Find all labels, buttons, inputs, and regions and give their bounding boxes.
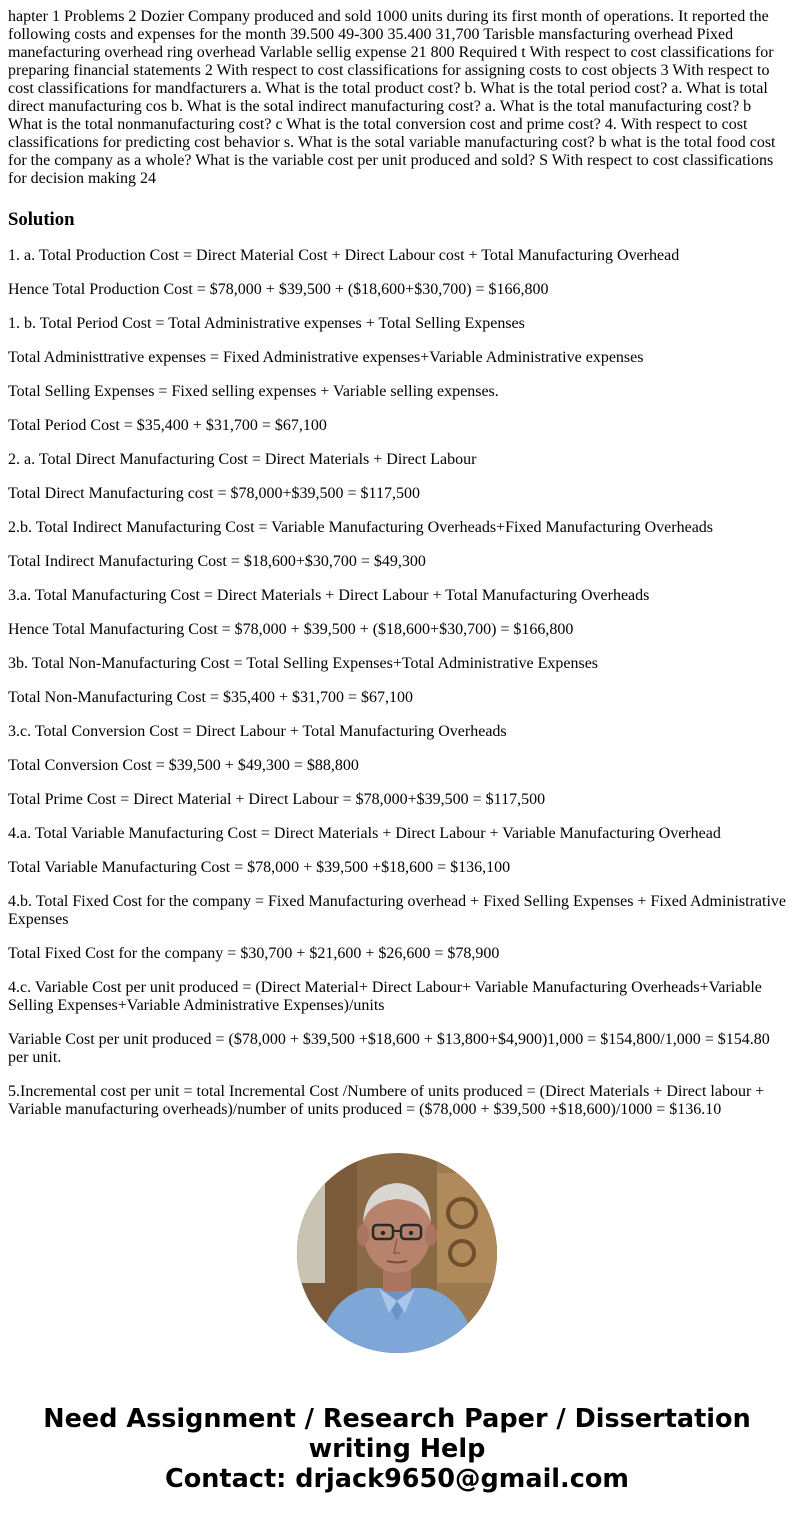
solution-line: 3.c. Total Conversion Cost = Direct Labour + Total Manufacturing Overheads: [8, 723, 507, 740]
solution-line: Total Direct Manufacturing cost = $78,000+$39,500 = $117,500: [8, 485, 420, 502]
solution-line: 1. a. Total Production Cost = Direct Material Cost + Direct Labour cost + Total Manufacturing Overhead: [8, 247, 680, 264]
promo-line: Need Assignment / Research Paper / Dissertation: [43, 1404, 751, 1434]
solution-line: 5.Incremental cost per unit = total Incremental Cost /Numbere of units produced = (Direct Materials + Direct labour + Variable manufacturing overheads)/number of units produced = ($78,000 + $39,500 +$18,600)/1000 = $136.10: [8, 1083, 765, 1118]
solution-line: Total Prime Cost = Direct Material + Direct Labour = $78,000+$39,500 = $117,500: [8, 791, 546, 808]
solution-line: Total Selling Expenses = Fixed selling expenses + Variable selling expenses.: [8, 383, 499, 400]
solution-heading: Solution: [8, 209, 75, 230]
solution-line: Total Indirect Manufacturing Cost = $18,600+$30,700 = $49,300: [8, 553, 426, 570]
solution-line: Hence Total Manufacturing Cost = $78,000 + $39,500 + ($18,600+$30,700) = $166,800: [8, 621, 574, 638]
promo-line: writing Help: [308, 1434, 486, 1464]
solution-line: 2. a. Total Direct Manufacturing Cost = Direct Materials + Direct Labour: [8, 451, 477, 468]
solution-line: 3b. Total Non-Manufacturing Cost = Total Selling Expenses+Total Administrative Expenses: [8, 655, 599, 672]
solution-line: Total Administtrative expenses = Fixed Administrative expenses+Variable Administrative expenses: [8, 349, 644, 366]
solution-line: Total Variable Manufacturing Cost = $78,000 + $39,500 +$18,600 = $136,100: [8, 859, 511, 876]
question-text: hapter 1 Problems 2 Dozier Company produced and sold 1000 units during its first month of operations. It reported the following costs and expenses for the month 39.500 49-300 35.400 31,700 Tarisble mansfacturing overhead Pixed manefacturing overhead ring overhead Varlable sellig expense 21 800 Required t With respect to cost classifications for preparing financial statements 2 With respect to cost classifications for assigning costs to cost objects 3 With respect to cost classifications for mandfacturers a. What is the total product cost? b. What is the total period cost? a. What is total direct manufacturing cos b. What is the sotal indirect manufacturing cost? a. What is the total manufacturing cost? b What is the total nonmanufacturing cost? c What is the total conversion cost and prime cost? 4. With respect to cost classifications for predicting cost behavior s. What is the sotal variable manufacturing cost? b what is the total food cost for the company as a whole? What is the variable cost per unit produced and sold? S With respect to cost classifications for decision making 24: [8, 8, 776, 187]
solution-line: 4.b. Total Fixed Cost for the company = Fixed Manufacturing overhead + Fixed Selling Expenses + Fixed Administrative Expenses: [8, 893, 786, 928]
solution-list: [8, 247, 786, 1119]
promo-contact: Contact: drjack9650@gmail.com: [165, 1464, 629, 1494]
solution-line: 4.c. Variable Cost per unit produced = (Direct Material+ Direct Labour+ Variable Manufacturing Overheads+Variable Selling Expenses+Variable Administrative Expenses)/units: [8, 979, 762, 1014]
author-avatar: [297, 1153, 497, 1353]
solution-line: Total Fixed Cost for the company = $30,700 + $21,600 + $26,600 = $78,900: [8, 945, 500, 962]
solution-line: Total Period Cost = $35,400 + $31,700 = $67,100: [8, 417, 327, 434]
solution-line: Total Conversion Cost = $39,500 + $49,300 = $88,800: [8, 757, 359, 774]
solution-line: 4.a. Total Variable Manufacturing Cost = Direct Materials + Direct Labour + Variable Manufacturing Overhead: [8, 825, 721, 842]
solution-line: 1. b. Total Period Cost = Total Administrative expenses + Total Selling Expenses: [8, 315, 525, 332]
promo-banner: [0, 1404, 794, 1494]
solution-line: Total Non-Manufacturing Cost = $35,400 + $31,700 = $67,100: [8, 689, 414, 706]
solution-line: 3.a. Total Manufacturing Cost = Direct Materials + Direct Labour + Total Manufacturing Overheads: [8, 587, 650, 604]
solution-line: 2.b. Total Indirect Manufacturing Cost = Variable Manufacturing Overheads+Fixed Manufacturing Overheads: [8, 519, 714, 536]
solution-line: Hence Total Production Cost = $78,000 + $39,500 + ($18,600+$30,700) = $166,800: [8, 281, 549, 298]
author-portrait-icon: [297, 1153, 497, 1353]
solution-line: Variable Cost per unit produced = ($78,000 + $39,500 +$18,600 + $13,800+$4,900)1,000 = $154,800/1,000 = $154.80 per unit.: [8, 1031, 770, 1066]
